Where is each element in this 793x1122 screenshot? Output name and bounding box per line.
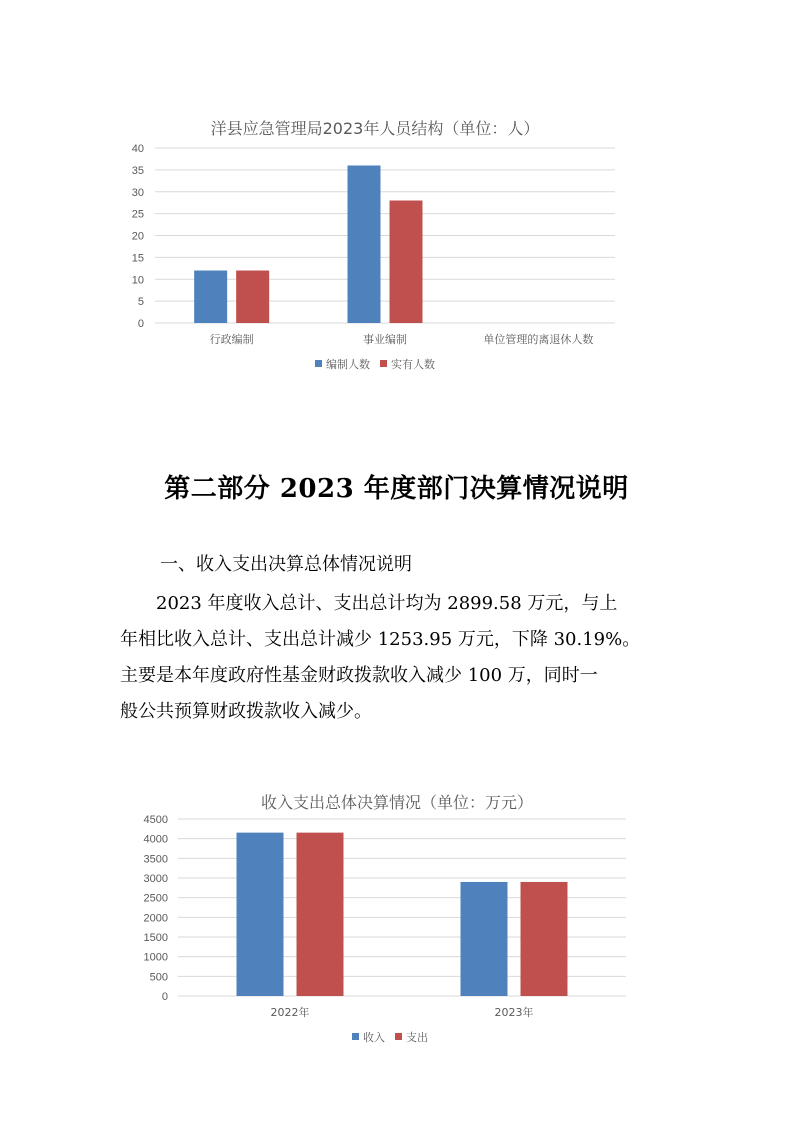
- bar-series1: [461, 882, 508, 996]
- summary-paragraph: [120, 586, 680, 730]
- y-tick-label: 1000: [143, 951, 168, 964]
- y-tick-label: 0: [137, 318, 144, 330]
- legend-swatch: [395, 1033, 402, 1040]
- y-tick-label: 40: [131, 143, 144, 155]
- x-category-label: 事业编制: [363, 333, 407, 346]
- y-tick-label: 15: [131, 252, 144, 265]
- legend-swatch: [380, 360, 387, 367]
- y-tick-label: 4000: [143, 833, 168, 846]
- bar-series2: [297, 833, 344, 996]
- paragraph-line: 2023 年度收入总计、支出总计均为 2899.58 万元，与上: [156, 593, 618, 614]
- legend-swatch: [352, 1033, 359, 1040]
- x-category-label: 2023年: [494, 1006, 534, 1019]
- y-tick-label: 2500: [143, 892, 168, 905]
- bar-series2: [390, 201, 423, 324]
- legend-swatch: [315, 360, 322, 367]
- chart-title: 洋县应急管理局2023年人员结构（单位：人）: [210, 119, 540, 138]
- chart-title: 收入支出总体决算情况（单位：万元）: [260, 793, 534, 812]
- bar-series2: [236, 271, 269, 324]
- y-tick-label: 1500: [143, 932, 168, 944]
- income-expenditure-chart: [133, 770, 641, 1058]
- x-category-label: 单位管理的离退休人数: [483, 333, 594, 346]
- bar-series1: [194, 271, 227, 324]
- legend-label: 收入: [363, 1031, 385, 1044]
- y-tick-label: 3000: [143, 873, 168, 885]
- y-tick-label: 2000: [143, 912, 168, 925]
- y-tick-label: 10: [131, 274, 144, 287]
- legend-label: 编制人数: [326, 358, 370, 371]
- paragraph-line: 主要是本年度政府性基金财政拨款收入减少 100 万，同时一: [120, 665, 598, 686]
- y-tick-label: 0: [161, 991, 168, 1003]
- y-tick-label: 4500: [143, 814, 168, 826]
- y-tick-label: 20: [131, 230, 144, 243]
- y-tick-label: 500: [149, 971, 168, 984]
- x-category-label: 2022年: [270, 1006, 310, 1019]
- income-expenditure-chart-svg: [133, 770, 641, 1058]
- y-tick-label: 35: [131, 164, 144, 177]
- section-subheading: 一、收入支出决算总体情况说明: [160, 554, 412, 575]
- paragraph-line: 般公共预算财政拨款收入减少。: [120, 701, 372, 722]
- y-tick-label: 25: [131, 208, 144, 221]
- legend-label: 支出: [406, 1031, 428, 1044]
- bar-series1: [348, 166, 381, 324]
- bar-series2: [521, 882, 568, 996]
- y-tick-label: 3500: [143, 853, 168, 866]
- x-category-label: 行政编制: [209, 333, 254, 346]
- bar-series1: [237, 833, 284, 996]
- section-title: 第二部分 2023 年度部门决算情况说明: [164, 474, 629, 504]
- y-tick-label: 5: [137, 296, 144, 309]
- staff-structure-chart-svg: [120, 98, 630, 386]
- y-tick-label: 30: [131, 186, 144, 199]
- paragraph-line: 年相比收入总计、支出总计减少 1253.95 万元，下降 30.19%。: [120, 629, 641, 650]
- staff-structure-chart: [120, 98, 630, 386]
- legend-label: 实有人数: [391, 358, 435, 371]
